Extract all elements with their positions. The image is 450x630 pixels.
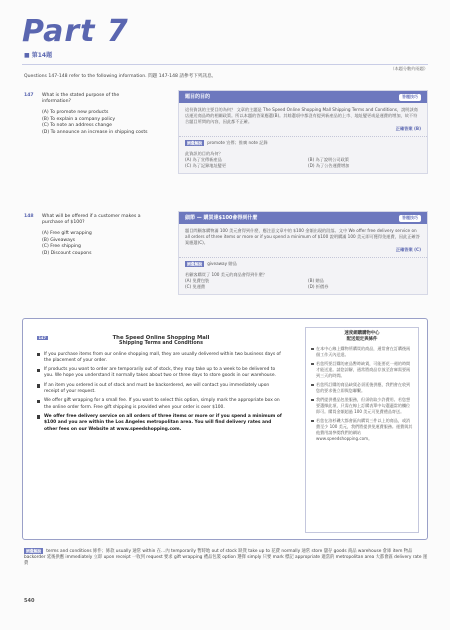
- translation-item: 若您所訂購的商品缺貨必須延後供應，我們會在收到您的要求後立即與您聯繫。: [311, 382, 413, 394]
- passage-subtitle: Shipping Terms and Conditions: [119, 341, 203, 347]
- answer-options: [42, 110, 154, 136]
- option-d: (D) Discount coupons: [42, 250, 92, 256]
- bullet-icon: [37, 400, 40, 403]
- explanation-body: 這份資訊的主要目的為何？ 文章的主題是 The Speed Online Shopping Mall Shipping Terms and Conditions，說明該商店運送商品時的相關政策。所以本題的答案應選(B)。其餘選項中都沒有提到新產品的上市、地址變更或是運費的增加，故不符合題目所問的內容，因此都不正確。 正確答案 (B): [185, 107, 421, 131]
- correct-answer: 正確答案 (C): [395, 247, 421, 252]
- explanation-vocab: 詞彙解說 promote 宣傳；推廣 note 記錄: [179, 136, 427, 149]
- corner-note: （本題分數約兩題）: [390, 66, 428, 71]
- passage-english: [37, 335, 285, 433]
- option-b: (B) Giveaways: [42, 237, 76, 243]
- question-number: 148: [24, 214, 34, 219]
- technique-tag: 答題技巧: [399, 215, 421, 222]
- bullet-icon: [311, 363, 314, 366]
- translation-item: 若您所要訂購的產品暫時缺貨，可能要花一週的時間才能送達。請您諒解，通常將商品存放至倉庫需要兩到三天的時間。: [311, 361, 413, 379]
- part-subtitle: ■ 第14題: [24, 52, 53, 59]
- passage-item: We offer free delivery service on all orders of three items or more or if you spend a minimum of $100 and you are within the Los Angeles metropolitan area. You will find delivery rates and other fees on our Website at www.speedshopping.com.: [37, 414, 285, 433]
- questions-instruction: Questions 147-148 refer to the following information. 問題 147-148 請參考下列訊息。: [24, 74, 217, 79]
- page-number: 540: [24, 598, 35, 604]
- question-ref-badge: 147: [38, 336, 47, 340]
- question-text: What will be offered if a customer makes a purchase of $100?: [42, 214, 141, 225]
- bullet-icon: [37, 353, 40, 356]
- bullet-icon: [37, 369, 40, 372]
- vocab-tag: 詞彙解說: [26, 548, 42, 553]
- bullet-icon: [37, 384, 40, 387]
- explanation-body: 題目問顧客購物滿 100 美元會得到什麼，應注意文章中的 $100 金額出現的段落。文中 We offer free delivery service on all orders of three items or more or if you spend a minimum of $100 說明購滿 100 美元即可獲得免運費，因此正確答案應選(C)。 正確答案 (C): [185, 228, 421, 252]
- question-148: [24, 214, 154, 257]
- option-a: (A) Free gift wrapping: [42, 231, 92, 236]
- question-text: What is the stated purpose of the information?: [42, 93, 120, 104]
- translation-subtitle: 配送規定與條件: [346, 337, 378, 342]
- explanation-header: 細節 — 購買達$100會得到什麼 答題技巧: [179, 212, 427, 224]
- option-d: (D) To announce an increase in shipping costs: [42, 129, 148, 135]
- passage-item: If you purchase items from our online shopping mall, they are usually delivered within two business days of the placement of your order.: [37, 352, 285, 365]
- bullet-icon: [37, 415, 40, 418]
- question-number: 147: [24, 93, 34, 98]
- passage-title: The Speed Online Shopping Mall: [112, 335, 210, 341]
- translation-item: 我們提供禮品包裝服務，但須收取少許費用。若您想要選擇此項，只需在線上訂購表單中勾選適當的欄位即可。購買金額超過 100 美元可免費禮品寄送。: [311, 397, 413, 415]
- translation-item: 在本中心線上購物所購買的商品，通常會在訂購後兩個工作天內送達。: [311, 346, 413, 358]
- explanation-header: 題目的目的 答題技巧: [179, 91, 427, 103]
- translation-item: 若您在洛杉磯大都會區內購買三件以上的商品，或消費至少 100 美元，我們將提供免運費服務。運費與其他費用請參閱我們的網站 www.speedshopping.com。: [311, 418, 413, 442]
- option-c: (C) To note an address change: [42, 123, 112, 129]
- bullet-icon: [311, 348, 314, 351]
- answer-options: [42, 231, 154, 257]
- passage-item: If an item you ordered is out of stock and must be backordered, we will contact you immediately upon receipt of your request.: [37, 383, 285, 396]
- correct-answer: 正確答案 (B): [395, 126, 421, 131]
- explanation-147: [178, 90, 428, 174]
- option-b: (B) To explain a company policy: [42, 116, 116, 122]
- divider: [22, 64, 428, 65]
- bullet-icon: [311, 420, 314, 423]
- passage-translation: [305, 327, 419, 533]
- translation-title: 速度網購購物中心: [344, 331, 380, 336]
- option-c: (C) Free shipping: [42, 244, 81, 250]
- bullet-icon: [311, 384, 314, 387]
- technique-tag: 答題技巧: [399, 94, 421, 101]
- question-147: [24, 93, 154, 136]
- passage-box: [22, 318, 428, 540]
- passage-item: We offer gift wrapping for a small fee. If you want to select this option, simply mark the appropriate box on the online order form. Free gift shipping is provided when your order is over $100.: [37, 398, 285, 411]
- bullet-icon: [311, 399, 314, 402]
- vocabulary-list: 詞彙解說 terms and conditions 條件；條款 usually 通常 within 在…內 temporarily 暫時地 out of stock 缺貨 take up to 花費 normally 通常 store 儲存 goods 商品 warehouse 倉庫 item 物品 backorder 延後供應 immediately 立即 upon receipt 一收到 request 要求 gift wrapping 禮品包裝 option 選擇 simply 只要 mark 標記 appropriate 適當的 metropolitan area 大都會區 delivery rate 運費: [24, 548, 428, 567]
- explanation-148: [178, 211, 428, 295]
- explanation-vocab: 詞彙解說 giveaway 贈品: [179, 257, 427, 270]
- translation: 若顧客購買了 100 美元的商品會得到什麼？ (A) 免費包裝 (B) 贈品 (C) 免運費 (D) 折價券: [185, 272, 329, 289]
- translation: 此資訊的目的為何？ (A) 為了宣傳新產品 (B) 為了說明公司政策 (C) 為了記錄地址變更 (D) 為了公告運費增加: [185, 151, 350, 168]
- option-a: (A) To promote new products: [42, 110, 109, 115]
- passage-item: If products you want to order are temporarily out of stock, they may take up to a week to be delivered to you. We hope you understand it normally takes about two or three days to store goods in our warehouse.: [37, 367, 285, 380]
- part-title: Part 7: [22, 14, 129, 49]
